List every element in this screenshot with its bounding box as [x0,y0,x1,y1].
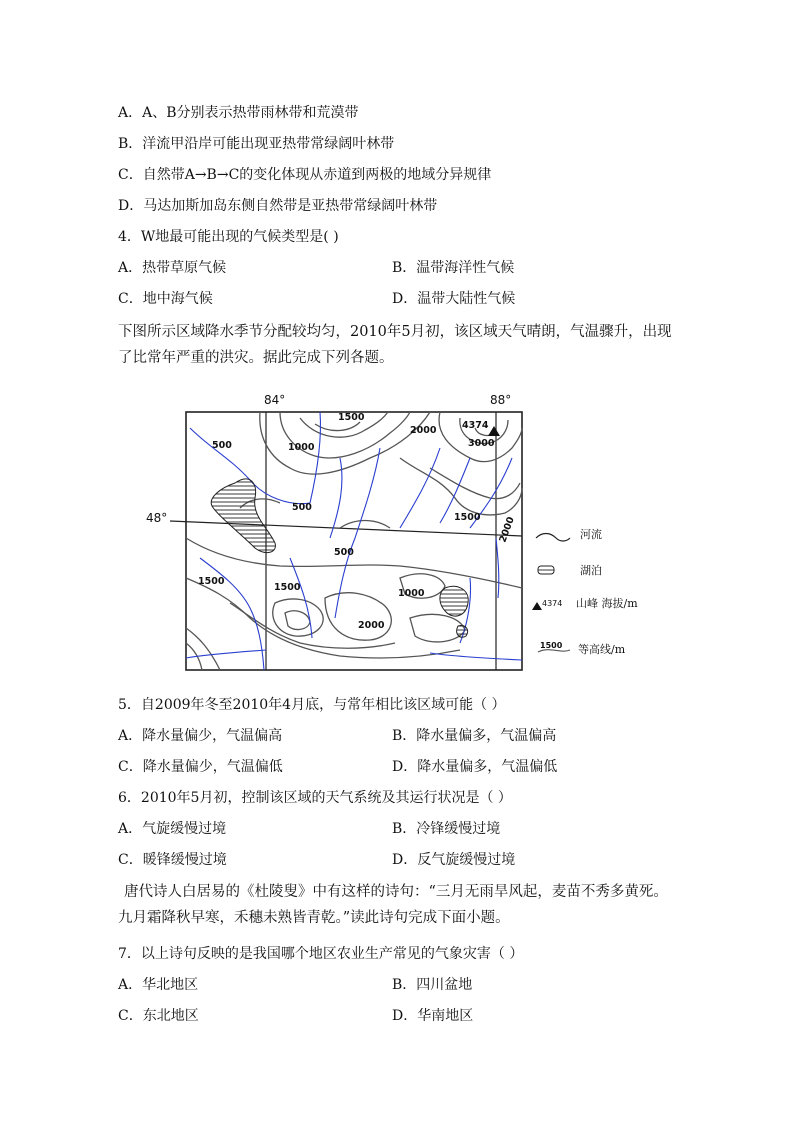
map-legend [532,527,638,656]
legend-contour-value: 1500 [540,641,563,650]
q6-stem: 6．2010年5月初，控制该区域的天气系统及其运行状况是（ ） [118,790,512,806]
contour-label: 500 [212,440,232,451]
lon-label-left: 84° [264,393,286,407]
q3-option-b: B．洋流甲沿岸可能出现亚热带常绿阔叶林带 [118,136,395,152]
q7-option-c: C．东北地区 [118,1008,199,1024]
q4-stem: 4．W地最可能出现的气候类型是( ) [118,229,339,245]
contour-label: 1500 [454,512,481,523]
q7-stem: 7．以上诗句反映的是我国哪个地区农业生产常见的气象灾害（ ） [118,946,524,962]
contour-label: 2000 [497,515,517,545]
contour-label: 3000 [468,438,495,449]
legend-river-label: 河流 [580,528,602,541]
q4-option-c: C．地中海气候 [118,291,213,307]
q3-option-c: C．自然带A→B→C的变化体现从赤道到两极的地域分异规律 [118,167,492,183]
q6-option-c: C．暖锋缓慢过境 [118,852,227,868]
q5-option-a: A．降水量偏少，气温偏高 [118,728,283,744]
lon-label-right: 88° [490,393,512,407]
q5-stem: 5．自2009年冬至2010年4月底，与常年相比该区域可能（ ） [118,697,506,713]
lake-east [440,586,468,616]
contour-label: 500 [292,502,312,513]
intro-paragraph-3: 唐代诗人白居易的《杜陵叟》中有这样的诗句：“三月无雨旱风起，麦苗不秀多黄死。九月霜降秋早寒，禾穗未熟皆青乾。”读此诗句完成下面小题。 [118,884,668,926]
q3-option-d: D．马达加斯加岛东侧自然带是亚热带常绿阔叶林带 [118,198,438,214]
rivers [186,412,522,670]
parallel-48 [170,521,522,536]
legend-lake-symbol [538,566,554,574]
contour-label: 1500 [274,582,301,593]
q4-option-a: A．热带草原气候 [118,260,227,276]
peak-marker [488,426,500,436]
contour-label: 2000 [358,620,385,631]
intro-paragraph-2: 下图所示区域降水季节分配较均匀，2010年5月初，该区域天气晴朗，气温骤升，出现了比常年严重的洪灾。据此完成下列各题。 [118,324,672,366]
contour-label: 1500 [338,412,365,423]
legend-peak-value: 4374 [542,599,563,608]
contour-label: 1500 [198,576,225,587]
q4-option-d: D．温带大陆性气候 [392,291,516,307]
contour-label: 1000 [288,442,315,453]
contour-label: 500 [334,547,354,558]
lat-label: 48° [146,511,168,525]
contour-label: 4374 [462,420,489,431]
q6-option-b: B．冷锋缓慢过境 [392,821,501,837]
legend-lake-label: 湖泊 [580,564,602,577]
legend-river-symbol [536,534,570,542]
legend-contour-label: 等高线/m [578,643,626,656]
q4-option-b: B．温带海洋性气候 [392,260,515,276]
q6-option-a: A．气旋缓慢过境 [118,821,227,837]
q7-option-b: B．四川盆地 [392,977,473,993]
topographic-map [140,388,660,678]
q3-option-a: A．A、B分别表示热带雨林带和荒漠带 [118,105,359,121]
q7-option-d: D．华南地区 [392,1008,474,1024]
lake-east-small [457,626,468,638]
legend-peak-symbol [532,602,542,610]
contour-label: 1000 [398,588,425,599]
q5-option-d: D．降水量偏多，气温偏低 [392,759,558,775]
q7-option-a: A．华北地区 [118,977,199,993]
q5-option-c: C．降水量偏少，气温偏低 [118,759,283,775]
q6-option-d: D．反气旋缓慢过境 [392,852,516,868]
q5-option-b: B．降水量偏多，气温偏高 [392,728,557,744]
legend-contour-symbol [538,650,570,652]
legend-peak-label: 山峰 海拔/m [576,597,638,610]
contour-label: 2000 [410,425,437,436]
